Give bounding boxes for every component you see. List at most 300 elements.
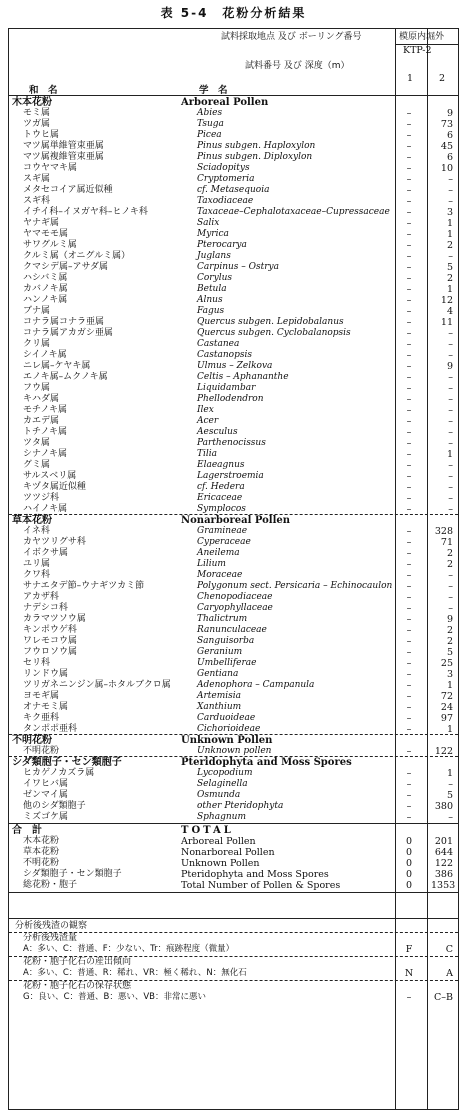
taxon-name-sci: Castanopsis — [197, 350, 252, 360]
sample2-count: 97 — [440, 713, 453, 724]
sample1-count: – — [406, 801, 412, 812]
total-sample2: 644 — [434, 847, 453, 858]
taxon-name-sci: Cichorioideae — [197, 724, 261, 734]
taxon-name-jp: グミ属 — [23, 460, 51, 470]
sample1-count: – — [406, 108, 412, 119]
group-name-jp: 不明花粉 — [12, 735, 52, 746]
sample2-count: 1 — [446, 724, 453, 735]
column-header-jp: 和 名 — [29, 85, 58, 96]
total-name-en: Nonarboreal Pollen — [181, 847, 275, 858]
sample1-count: – — [406, 350, 412, 361]
taxon-name-sci: Symplocos — [197, 504, 246, 514]
sample2-count: – — [448, 779, 453, 790]
taxon-name-sci: Quercus subgen. Lepidobalanus — [197, 317, 344, 327]
total-heading-en: TOTAL — [181, 825, 234, 836]
observation-legend: A：多い、C：普通、R：稀れ、VR：極く稀れ、N：無化石 — [23, 968, 247, 978]
taxon-name-jp: キヅタ属近似種 — [23, 482, 86, 492]
total-sample2: 1353 — [431, 880, 456, 891]
taxon-name-jp: イチイ科–イヌガヤ科–ヒノキ科 — [23, 207, 148, 217]
table-row — [9, 273, 460, 284]
taxon-name-sci: Juglans — [197, 251, 231, 261]
taxon-name-sci: Sciadopitys — [197, 163, 250, 173]
taxon-name-sci: Elaeagnus — [197, 460, 245, 470]
taxon-name-sci: Abies — [197, 108, 223, 118]
taxon-name-sci: Carpinus – Ostrya — [197, 262, 279, 272]
taxon-name-jp: キク亜科 — [23, 713, 60, 723]
sample2-count: – — [448, 350, 453, 361]
taxon-name-sci: Aneilema — [197, 548, 240, 558]
observation-rule-2 — [9, 918, 458, 919]
group-name-en: Unknown Pollen — [181, 735, 273, 746]
taxon-name-jp: ツタ属 — [23, 438, 50, 448]
sample2-count: 10 — [440, 163, 453, 174]
taxon-name-sci: cf. Metasequoia — [197, 185, 270, 195]
sample2-count: – — [448, 812, 453, 823]
sample2-count: 5 — [446, 647, 453, 658]
total-sample1: 0 — [405, 858, 413, 869]
sample1-count: – — [406, 416, 412, 427]
taxon-name-sci: Xanthium — [197, 702, 242, 712]
sample1-count: – — [406, 306, 412, 317]
sample2-count: 2 — [446, 625, 453, 636]
sample2-count: – — [448, 603, 453, 614]
sample1-count: – — [406, 592, 412, 603]
sample1-count: – — [406, 559, 412, 570]
sample1-count: – — [406, 713, 412, 724]
taxon-name-jp: カラマツソウ属 — [23, 614, 86, 624]
sample1-count: – — [406, 438, 412, 449]
taxon-name-sci: Ulmus – Zelkova — [197, 361, 273, 371]
observation-legend: G：良い、C：普通、B：悪い、VB：非常に悪い — [23, 992, 207, 1002]
sample2-count: 5 — [446, 262, 453, 273]
table-row — [9, 449, 460, 460]
taxon-name-jp: イネ科 — [23, 526, 50, 536]
sample1-count: – — [406, 229, 412, 240]
sample1-count: – — [406, 460, 412, 471]
taxon-name-sci: Pterocarya — [197, 240, 247, 250]
table-row — [9, 405, 460, 416]
sample1-count: – — [406, 251, 412, 262]
taxon-name-jp: トチノキ属 — [23, 427, 68, 437]
taxon-name-jp: フウロソウ属 — [23, 647, 78, 657]
sample1-count: – — [406, 240, 412, 251]
sample2-count: – — [448, 372, 453, 383]
pollen-table — [8, 28, 459, 1110]
table-row — [9, 295, 460, 306]
sample1-count: – — [406, 636, 412, 647]
sample1-count: – — [406, 493, 412, 504]
taxon-name-jp: マツ属単維管束亜属 — [23, 141, 104, 151]
sample1-count: – — [406, 119, 412, 130]
table-row — [9, 306, 460, 317]
sample2-count: – — [448, 383, 453, 394]
sample2-count: 3 — [446, 207, 453, 218]
sample2-count: – — [448, 394, 453, 405]
sample1-count: – — [406, 262, 412, 273]
sample2-count: 6 — [446, 130, 453, 141]
taxon-name-jp: サワグルミ属 — [23, 240, 77, 250]
header-rule — [9, 95, 458, 96]
taxon-name-sci: Tilia — [197, 449, 218, 459]
total-sample1: 0 — [405, 836, 413, 847]
sample2-count: – — [448, 416, 453, 427]
taxon-name-sci: Caryophyllaceae — [197, 603, 273, 613]
taxon-name-jp: 不明花粉 — [23, 746, 60, 756]
taxon-name-sci: Aesculus — [197, 427, 238, 437]
sample1-count: – — [406, 361, 412, 372]
taxon-name-sci: Salix — [197, 218, 220, 228]
sample1-count: – — [406, 405, 412, 416]
sample1-count: – — [406, 790, 412, 801]
sample1-count: – — [406, 284, 412, 295]
taxon-name-jp: ツツジ科 — [23, 493, 60, 503]
total-name-jp: シダ類胞子・セン類胞子 — [23, 869, 122, 879]
taxon-name-jp: イワヒバ属 — [23, 779, 69, 789]
total-rule — [9, 823, 458, 824]
sample2-count: 5 — [446, 790, 453, 801]
group-name-jp: シダ類胞子・セン類胞子 — [12, 757, 122, 768]
sample1-count: – — [406, 581, 412, 592]
sample2-count: 73 — [440, 119, 453, 130]
taxon-name-jp: ブナ属 — [23, 306, 51, 316]
sample1-count: – — [406, 218, 412, 229]
sample2-count: 12 — [440, 295, 453, 306]
taxon-name-sci: Geranium — [197, 647, 243, 657]
sample1-count: – — [406, 427, 412, 438]
total-sample1: 0 — [405, 869, 413, 880]
sample1-count: – — [406, 746, 412, 757]
taxon-name-jp: タンポポ亜科 — [23, 724, 78, 734]
taxon-name-jp: キハダ属 — [23, 394, 60, 404]
taxon-name-sci: Celtis – Aphananthe — [197, 372, 289, 382]
sample2-count: – — [448, 482, 453, 493]
sample2-count: 2 — [446, 636, 453, 647]
observation-label: 花粉・胞子化石の保存状態 — [23, 981, 132, 991]
total-name-en: Total Number of Pollen & Spores — [181, 880, 341, 891]
sample2-count: – — [448, 460, 453, 471]
sample1-count: – — [406, 207, 412, 218]
sample1-count: – — [406, 295, 412, 306]
taxon-name-jp: クリ属 — [23, 339, 51, 349]
taxon-name-sci: Lilium — [197, 559, 226, 569]
taxon-name-sci: Phellodendron — [197, 394, 264, 404]
sample1-count: – — [406, 152, 412, 163]
taxon-name-jp: ツリガネニンジン属–ホタルブクロ属 — [23, 680, 171, 690]
total-sample2: 201 — [434, 836, 453, 847]
sample1-count: – — [406, 680, 412, 691]
observation-label: 花粉・胞子化石の産出傾向 — [23, 957, 132, 967]
sample2-count: – — [448, 438, 453, 449]
taxon-name-jp: クマシデ属–アサダ属 — [23, 262, 109, 272]
sample2-count: 1 — [446, 229, 453, 240]
column-header-sci: 学 名 — [199, 85, 228, 96]
taxon-name-sci: Sanguisorba — [197, 636, 255, 646]
sample2-count: – — [448, 581, 453, 592]
sample2-count: 1 — [446, 449, 453, 460]
taxon-name-jp: ハシバミ属 — [23, 273, 68, 283]
taxon-name-jp: シイノキ属 — [23, 350, 67, 360]
sample1-count: – — [406, 779, 412, 790]
taxon-name-jp: スギ科 — [23, 196, 51, 206]
taxon-name-jp: トウヒ属 — [23, 130, 60, 140]
taxon-name-jp: ハイノキ属 — [23, 504, 68, 514]
sample2-count: 71 — [440, 537, 453, 548]
taxon-name-sci: Adenophora – Campanula — [197, 680, 315, 690]
taxon-name-sci: Pinus subgen. Haploxylon — [197, 141, 316, 151]
sample1-count: – — [406, 614, 412, 625]
taxon-name-sci: Gramineae — [197, 526, 248, 536]
taxon-name-sci: Carduoideae — [197, 713, 256, 723]
taxon-name-jp: フウ属 — [23, 383, 51, 393]
sample1-count: – — [406, 471, 412, 482]
taxon-name-jp: カヤツリグサ科 — [23, 537, 86, 547]
taxon-name-sci: Gentiana — [197, 669, 239, 679]
taxon-name-jp: コナラ属アカガシ亜属 — [23, 328, 113, 338]
taxon-name-jp: カバノキ属 — [23, 284, 68, 294]
total-sample1: 0 — [405, 847, 413, 858]
table-title: 表 5-4 花粉分析結果 — [160, 6, 307, 20]
taxon-name-jp: イボクサ属 — [23, 548, 69, 558]
sample1-count: – — [406, 647, 412, 658]
taxon-name-sci: Tsuga — [197, 119, 224, 129]
sample1-count: – — [406, 394, 412, 405]
table-row — [9, 119, 460, 130]
observation-rule — [9, 892, 458, 893]
taxon-name-sci: Artemisia — [197, 691, 242, 701]
total-sample2: 386 — [434, 869, 453, 880]
table-row — [9, 284, 460, 295]
taxon-name-jp: サナエタデ節–ウナギツカミ節 — [23, 581, 145, 591]
sample1-count: – — [406, 174, 412, 185]
taxon-name-sci: Corylus — [197, 273, 232, 283]
taxon-name-sci: other Pteridophyta — [197, 801, 284, 811]
total-name-en: Unknown Pollen — [181, 858, 260, 869]
sample2-count: 4 — [446, 306, 453, 317]
sample2-count: 9 — [446, 614, 453, 625]
observation-sample1: F — [405, 944, 413, 955]
sample2-count: 2 — [446, 240, 453, 251]
site-label: 試料採取地点 及び ボーリング番号 — [221, 32, 362, 42]
taxon-name-jp: スギ属 — [23, 174, 51, 184]
sample1-count: – — [406, 163, 412, 174]
total-sample2: 122 — [434, 858, 453, 869]
taxon-name-sci: Quercus subgen. Cyclobalanopsis — [197, 328, 351, 338]
observation-legend: A：多い、C：普通、F：少ない、Tr：痕跡程度（微量） — [23, 944, 235, 954]
taxon-name-sci: Fagus — [197, 306, 225, 316]
taxon-name-sci: Betula — [197, 284, 227, 294]
sample2-count: 328 — [434, 526, 453, 537]
sample1-count: – — [406, 372, 412, 383]
observation-sample2: C — [445, 944, 453, 955]
taxon-name-sci: Moraceae — [197, 570, 243, 580]
table-row — [9, 229, 460, 240]
sample2-count: 9 — [446, 361, 453, 372]
sample1-count: – — [406, 504, 412, 515]
taxon-name-jp: コナラ属コナラ亜属 — [23, 317, 105, 327]
sample2-count: 2 — [446, 548, 453, 559]
observation-sample1: N — [404, 968, 414, 979]
taxon-name-jp: キンポウゲ科 — [23, 625, 77, 635]
sample2-count: 1 — [446, 218, 453, 229]
taxon-name-jp: ヒカゲノカズラ属 — [23, 768, 95, 778]
sample2-count: – — [448, 504, 453, 515]
taxon-name-sci: Parthenocissus — [197, 438, 266, 448]
total-sample1: 0 — [405, 880, 413, 891]
sample1-count: – — [406, 548, 412, 559]
sample2-count: 24 — [440, 702, 453, 713]
taxon-name-jp: コウヤマキ属 — [23, 163, 78, 173]
taxon-name-jp: 他のシダ類胞子 — [23, 801, 86, 811]
taxon-name-sci: Acer — [197, 416, 219, 426]
sample2-count: 1 — [446, 680, 453, 691]
taxon-name-sci: Picea — [197, 130, 222, 140]
sample1-count: – — [406, 702, 412, 713]
taxon-name-sci: Taxaceae–Cephalotaxaceae–Cupressaceae — [197, 207, 390, 217]
taxon-name-sci: Castanea — [197, 339, 240, 349]
sample1-count: – — [406, 570, 412, 581]
sample2-count: 122 — [434, 746, 453, 757]
taxon-name-jp: クルミ属（オニグルミ属） — [23, 251, 131, 261]
sample1-count: – — [406, 482, 412, 493]
sample1-count: – — [406, 317, 412, 328]
group-name-en: Arboreal Pollen — [181, 97, 269, 108]
sample1-count: – — [406, 768, 412, 779]
taxon-name-sci: Lycopodium — [197, 768, 253, 778]
sample-col-1: 1 — [407, 73, 414, 84]
taxon-name-jp: ヤナギ属 — [23, 218, 60, 228]
sample2-count: – — [448, 174, 453, 185]
taxon-name-jp: ヨモギ属 — [23, 691, 60, 701]
sample2-count: – — [448, 493, 453, 504]
total-name-en: Arboreal Pollen — [181, 836, 256, 847]
observation-sample2: C–B — [434, 992, 453, 1003]
taxon-name-jp: ツガ属 — [23, 119, 51, 129]
taxon-name-jp: サルスベリ属 — [23, 471, 77, 481]
sample2-count: 11 — [440, 317, 453, 328]
sample2-count: – — [448, 339, 453, 350]
sample1-count: – — [406, 812, 412, 823]
sample2-count: 2 — [446, 559, 453, 570]
sample2-count: 25 — [440, 658, 453, 669]
taxon-name-jp: ヤマモモ属 — [23, 229, 69, 239]
sample1-count: – — [406, 196, 412, 207]
total-name-jp: 不明花粉 — [23, 858, 60, 868]
table-row — [9, 559, 460, 570]
taxon-name-sci: Alnus — [197, 295, 223, 305]
sample1-count: – — [406, 273, 412, 284]
sample1-count: – — [406, 449, 412, 460]
taxon-name-jp: シナノキ属 — [23, 449, 68, 459]
taxon-name-sci: Taxodiaceae — [197, 196, 254, 206]
sample2-count: – — [448, 251, 453, 262]
sample-col-2: 2 — [439, 73, 446, 84]
taxon-name-jp: セリ科 — [23, 658, 51, 668]
taxon-name-sci: Chenopodiaceae — [197, 592, 273, 602]
sample2-count: 9 — [446, 108, 453, 119]
taxon-name-jp: ユリ属 — [23, 559, 51, 569]
table-row — [9, 416, 460, 427]
sample1-count: – — [406, 339, 412, 350]
sample2-count: 1 — [446, 284, 453, 295]
total-name-jp: 草本花粉 — [23, 847, 60, 857]
taxon-name-sci: Myrica — [197, 229, 229, 239]
sample1-count: – — [406, 383, 412, 394]
sample2-count: 1 — [446, 768, 453, 779]
group-name-jp: 草本花粉 — [12, 515, 52, 526]
taxon-name-jp: カエデ属 — [23, 416, 60, 426]
sample2-count: 2 — [446, 273, 453, 284]
sample2-count: – — [448, 196, 453, 207]
taxon-name-jp: モチノキ属 — [23, 405, 68, 415]
taxon-name-jp: メタセコイア属近似種 — [23, 185, 113, 195]
taxon-name-sci: Pinus subgen. Diploxylon — [197, 152, 313, 162]
sample1-count: – — [406, 658, 412, 669]
total-name-jp: 木本花粉 — [23, 836, 60, 846]
site-value: 模原内堀外 — [399, 32, 445, 42]
taxon-name-jp: ミズゴケ属 — [23, 812, 69, 822]
taxon-name-jp: ナデシコ科 — [23, 603, 68, 613]
group-name-jp: 木本花粉 — [12, 97, 52, 108]
taxon-name-sci: Cryptomeria — [197, 174, 255, 184]
table-row — [9, 218, 460, 229]
taxon-name-jp: リンドウ属 — [23, 669, 69, 679]
group-name-en: Pteridophyta and Moss Spores — [181, 757, 352, 768]
taxon-name-sci: Umbelliferae — [197, 658, 257, 668]
taxon-name-sci: Ericaceae — [197, 493, 243, 503]
observation-label: 分析後残渣量 — [23, 933, 78, 943]
sample1-count: – — [406, 537, 412, 548]
sample1-count: – — [406, 185, 412, 196]
taxon-name-sci: Ilex — [197, 405, 214, 415]
taxon-name-sci: Unknown pollen — [197, 746, 272, 756]
sample2-count: 72 — [440, 691, 453, 702]
total-name-en: Pteridophyta and Moss Spores — [181, 869, 329, 880]
sample1-count: – — [406, 625, 412, 636]
taxon-name-jp: ワレモコウ属 — [23, 636, 78, 646]
taxon-name-jp: エノキ属–ムクノキ属 — [23, 372, 108, 382]
sample1-count: – — [406, 669, 412, 680]
total-heading-jp: 合 計 — [12, 825, 42, 836]
taxon-name-jp: アカザ科 — [23, 592, 59, 602]
sample1-count: – — [406, 141, 412, 152]
sample2-count: – — [448, 328, 453, 339]
sample2-count: – — [448, 570, 453, 581]
sample2-count: – — [448, 185, 453, 196]
table-row — [9, 108, 460, 119]
sample2-count: 6 — [446, 152, 453, 163]
taxon-name-sci: cf. Hedera — [197, 482, 245, 492]
taxon-name-jp: オナモミ属 — [23, 702, 69, 712]
table-row — [9, 130, 460, 141]
taxon-name-sci: Selaginella — [197, 779, 248, 789]
sample1-count: – — [406, 691, 412, 702]
taxon-name-jp: モミ属 — [23, 108, 51, 118]
taxon-name-jp: ニレ属–ケヤキ属 — [23, 361, 91, 371]
sample2-count: 3 — [446, 669, 453, 680]
taxon-name-sci: Osmunda — [197, 790, 241, 800]
taxon-name-sci: Sphagnum — [197, 812, 246, 822]
taxon-name-sci: Polygonum sect. Persicaria – Echinocaulon — [197, 581, 393, 591]
taxon-name-sci: Thalictrum — [197, 614, 248, 624]
sample1-count: – — [406, 130, 412, 141]
sample1-count: – — [406, 328, 412, 339]
sample2-count: – — [448, 405, 453, 416]
group-name-en: Nonarboreal Pollen — [181, 515, 291, 526]
sample1-count: – — [406, 603, 412, 614]
taxon-name-sci: Ranunculaceae — [197, 625, 267, 635]
sample1-count: – — [406, 526, 412, 537]
taxon-name-jp: ゼンマイ属 — [23, 790, 68, 800]
